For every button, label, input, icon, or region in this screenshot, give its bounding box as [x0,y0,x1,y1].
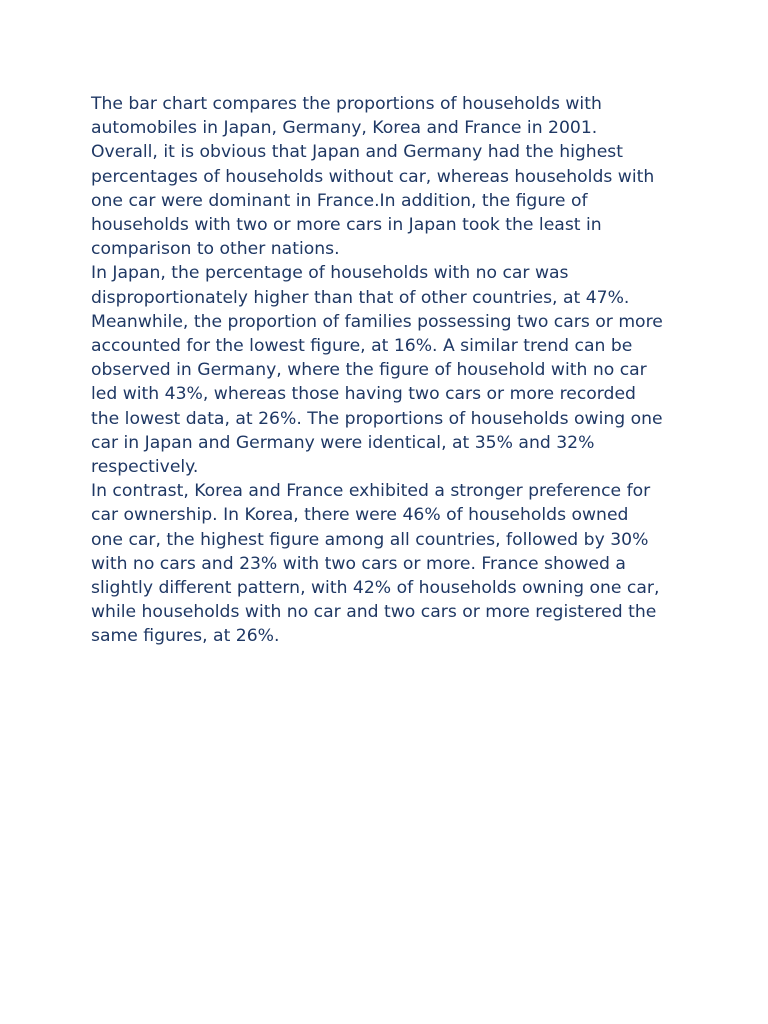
text-line: households with two or more cars in Japan took the least in [91,215,602,236]
text-line: percentages of households without car, whereas households with [91,166,655,187]
paragraph-2 [91,261,691,479]
text-line: car ownership. In Korea, there were 46% of households owned [91,505,629,526]
paragraph-1 [91,92,691,261]
text-line: slightly different pattern, with 42% of households owning one car, [91,578,660,599]
text-line: car in Japan and Germany were identical, at 35% and 32% [91,432,595,453]
text-line: accounted for the lowest figure, at 16%. A similar trend can be [91,336,633,357]
text-line: with no cars and 23% with two cars or more. France showed a [91,553,626,574]
text-line: respectively. [91,457,199,478]
paragraph-3 [91,479,691,648]
text-line: disproportionately higher than that of other countries, at 47%. [91,287,630,308]
text-line: In contrast, Korea and France exhibited a stronger preference for [91,481,651,502]
text-line: The bar chart compares the proportions of households with [91,94,602,114]
text-line: In Japan, the percentage of households with no car was [91,263,569,284]
text-line: while households with no car and two cars or more registered the [91,602,657,623]
text-line: one car were dominant in France.In addition, the figure of [91,190,588,211]
text-line: the lowest data, at 26%. The proportions of households owing one [91,408,663,429]
text-line: observed in Germany, where the figure of household with no car [91,360,647,381]
text-line: led with 43%, whereas those having two cars or more recorded [91,384,636,405]
text-line: comparison to other nations. [91,239,340,260]
text-line: Overall, it is obvious that Japan and Germany had the highest [91,142,623,163]
text-line: automobiles in Japan, Germany, Korea and France in 2001. [91,118,598,139]
text-line: one car, the highest figure among all countries, followed by 30% [91,529,649,550]
text-line: same figures, at 26%. [91,626,280,647]
text-line: Meanwhile, the proportion of families possessing two cars or more [91,311,663,332]
document-body [91,92,691,649]
